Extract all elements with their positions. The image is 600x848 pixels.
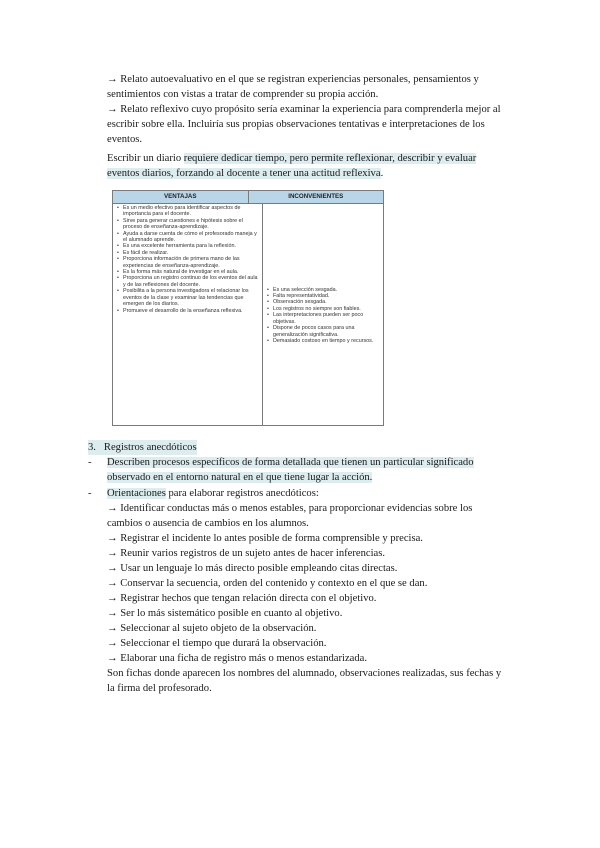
diary-text: Escribir un diario bbox=[107, 153, 184, 164]
orientacion-line: → Ser lo más sistemático posible en cuanto al objetivo. bbox=[107, 608, 343, 619]
orientacion-line: → Seleccionar el tiempo que durará la observación. bbox=[107, 638, 327, 649]
ventaja-item: • Es la forma más natural de investigar en el aula. bbox=[123, 269, 259, 275]
section-number: 3. bbox=[88, 442, 96, 453]
orientacion-line: → Seleccionar al sujeto objeto de la observación. bbox=[107, 623, 317, 634]
orientacion-line: → Registrar el incidente lo antes posible de forma comprensible y precisa. bbox=[107, 533, 423, 544]
section-heading bbox=[88, 440, 197, 455]
item1-line-2 bbox=[107, 470, 372, 485]
intro-line-3: → Relato reflexivo cuyo propósito sería examinar la experiencia para comprenderla mejor al bbox=[107, 104, 501, 115]
item2-line bbox=[107, 486, 319, 501]
ventaja-item: • Es una excelente herramienta para la reflexión. bbox=[123, 243, 259, 249]
inconveniente-item: • Dispone de pocos casos para una generalización significativa. bbox=[273, 325, 380, 338]
ventaja-item: • Es un medio efectivo para identificar aspectos de importancia para el docente. bbox=[123, 205, 259, 218]
orientacion-line: → Usar un lenguaje lo más directo posible empleando citas directas. bbox=[107, 563, 398, 574]
intro-line-1: → Relato autoevaluativo en el que se registran experiencias personales, pensamientos y bbox=[107, 74, 479, 85]
table-header bbox=[113, 191, 383, 204]
diary-line-2 bbox=[107, 166, 383, 181]
inconveniente-item: • Los registros no siempre son fiables. bbox=[273, 306, 380, 312]
inconveniente-item: • Observación sesgada. bbox=[273, 299, 380, 305]
ventaja-item: • Ayuda a darse cuenta de cómo el profesorado maneja y el alumnado aprende. bbox=[123, 231, 259, 244]
closing-line-1: Son fichas donde aparecen los nombres del alumnado, observaciones realizadas, sus fechas y bbox=[107, 668, 502, 679]
diary-line-1 bbox=[107, 151, 476, 166]
ventaja-item: • Sirve para generar cuestiones e hipótesis sobre el proceso de enseñanza-aprendizaje. bbox=[123, 218, 259, 231]
inconveniente-item: • Demasiado costoso en tiempo y recursos. bbox=[273, 338, 380, 344]
item1-line-1 bbox=[107, 455, 474, 470]
ventajas-inconvenientes-table bbox=[112, 190, 384, 426]
orientacion-line: → Reunir varios registros de un sujeto antes de hacer inferencias. bbox=[107, 548, 385, 559]
orientacion-line: → Identificar conductas más o menos estables, para proporcionar evidencias sobre los bbox=[107, 503, 473, 514]
closing-line-2: la firma del profesorado. bbox=[107, 683, 212, 694]
diary-highlight-2: eventos diarios, forzando al docente a tener una actitud reflexiva bbox=[107, 168, 381, 179]
ventaja-item: • Proporciona un registro continuo de los eventos del aula y de las reflexiones del docente. bbox=[123, 275, 259, 288]
ventajas-list bbox=[116, 205, 259, 314]
inconveniente-item: • Falta representatividad. bbox=[273, 293, 380, 299]
item2-highlight: Orientaciones bbox=[107, 488, 166, 499]
orientacion-line: → Registrar hechos que tengan relación directa con el objetivo. bbox=[107, 593, 377, 604]
item1-highlight-1: Describen procesos específicos de forma detallada que tienen un particular significado bbox=[107, 457, 474, 468]
dash-2: - bbox=[88, 488, 92, 499]
ventaja-item: • Posibilita a la persona investigadora el relacionar los eventos de la clase y examinar las tendencias que emergen de los diarios. bbox=[123, 288, 259, 307]
table-body bbox=[113, 204, 383, 426]
section-title: Registros anecdóticos bbox=[103, 442, 197, 453]
diary-period: . bbox=[380, 168, 384, 179]
inconvenientes-list bbox=[266, 287, 380, 345]
ventaja-item: • Promueve el desarrollo de la enseñanza reflexiva. bbox=[123, 308, 259, 314]
orientacion-line: cambios o ausencia de cambios en los alumnos. bbox=[107, 518, 309, 529]
header-ventajas: VENTAJAS bbox=[113, 191, 249, 203]
inconveniente-item: • Las interpretaciones pueden ser poco objetivas. bbox=[273, 312, 380, 325]
intro-line-4: escribir sobre ella. Incluiría sus propias observaciones tentativas e interpretaciones de los bbox=[107, 119, 485, 130]
diary-highlight-1: requiere dedicar tiempo, pero permite reflexionar, describir y evaluar bbox=[183, 153, 477, 164]
header-inconvenientes: INCONVENIENTES bbox=[288, 193, 344, 200]
orientacion-line: → Elaborar una ficha de registro más o menos estandarizada. bbox=[107, 653, 368, 664]
inconvenientes-column bbox=[263, 204, 383, 426]
ventaja-item: • Proporciona información de primera mano de las experiencias de enseñanza-aprendizaje. bbox=[123, 256, 259, 269]
dash-1: - bbox=[88, 457, 92, 468]
ventajas-column bbox=[113, 204, 263, 426]
intro-line-2: sentimientos con vistas a tratar de comprender su propia acción. bbox=[107, 89, 379, 100]
intro-line-5: eventos. bbox=[107, 134, 143, 145]
ventaja-item: • Es fácil de realizar. bbox=[123, 250, 259, 256]
orientacion-line: → Conservar la secuencia, orden del contenido y contexto en el que se dan. bbox=[107, 578, 428, 589]
item2-rest: para elaborar registros anecdóticos: bbox=[165, 488, 319, 499]
item1-highlight-2: observado en el entorno natural en el que tiene lugar la acción. bbox=[107, 472, 373, 483]
inconveniente-item: • Es una selección sesgada. bbox=[273, 287, 380, 293]
